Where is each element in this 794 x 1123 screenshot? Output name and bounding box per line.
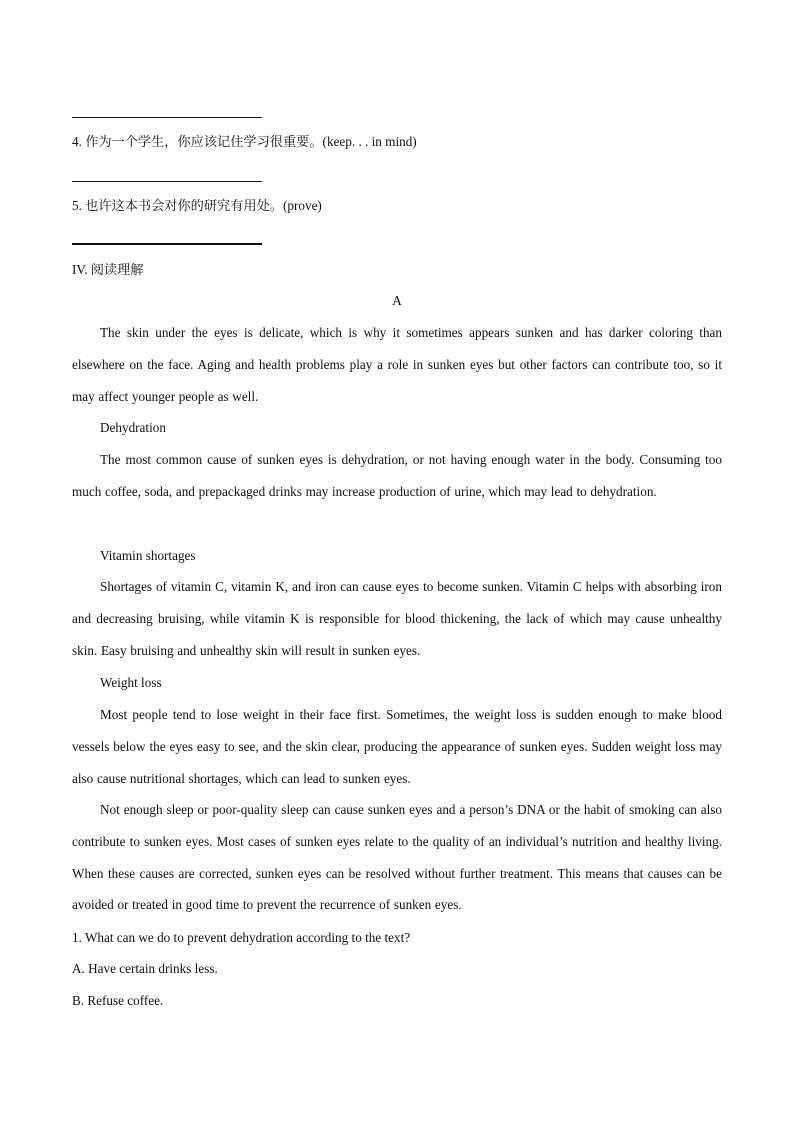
passage-intro: The skin under the eyes is delicate, which is why it sometimes appears sunken and has darker coloring than elsewhere on the face. Aging and health problems play a role in sunken eyes but other factors can contribute too, so it may affect younger people as well. (72, 325, 722, 404)
exercise-item-5: 5. 也许这本书会对你的研究有用处。(prove) (72, 198, 322, 213)
exercise-item-4: 4. 作为一个学生，你应该记住学习很重要。(keep. . . in mind) (72, 134, 417, 149)
question-1-option-a: A. Have certain drinks less. (72, 961, 218, 976)
passage-label: A (392, 293, 402, 308)
subheading-vitamin-shortages: Vitamin shortages (100, 548, 196, 563)
answer-blank-line (72, 117, 262, 118)
section-title: IV. 阅读理解 (72, 262, 144, 277)
paragraph-weight-loss: Most people tend to lose weight in their face first. Sometimes, the weight loss is sudden enough to make blood vessels below the eyes easy to see, and the skin clear, producing the appearance of sunken eyes. Sudden weight loss may also cause nutritional shortages, which can lead to sunken eyes. (72, 707, 722, 786)
answer-blank-line (72, 243, 262, 245)
document-page (72, 0, 722, 1123)
answer-blank-line (72, 181, 262, 182)
subheading-weight-loss: Weight loss (100, 675, 162, 690)
paragraph-vitamin-shortages: Shortages of vitamin C, vitamin K, and iron can cause eyes to become sunken. Vitamin C helps with absorbing iron and decreasing bruising, while vitamin K is responsible for blood thickening, the lack of which may cause unhealthy skin. Easy bruising and unhealthy skin will result in sunken eyes. (72, 579, 722, 658)
question-1-stem: 1. What can we do to prevent dehydration according to the text? (72, 930, 411, 945)
paragraph-dehydration: The most common cause of sunken eyes is dehydration, or not having enough water in the body. Consuming too much coffee, soda, and prepackaged drinks may increase production of urine, which may lead to dehydration. (72, 452, 722, 499)
paragraph-conclusion: Not enough sleep or poor-quality sleep can cause sunken eyes and a person’s DNA or the habit of smoking can also contribute to sunken eyes. Most cases of sunken eyes relate to the quality of an individual’s nutrition and healthy living. When these causes are corrected, sunken eyes can be resolved without further treatment. This means that causes can be avoided or treated in good time to prevent the recurrence of sunken eyes. (72, 802, 722, 913)
question-1-option-b: B. Refuse coffee. (72, 993, 164, 1008)
subheading-dehydration: Dehydration (100, 420, 166, 435)
